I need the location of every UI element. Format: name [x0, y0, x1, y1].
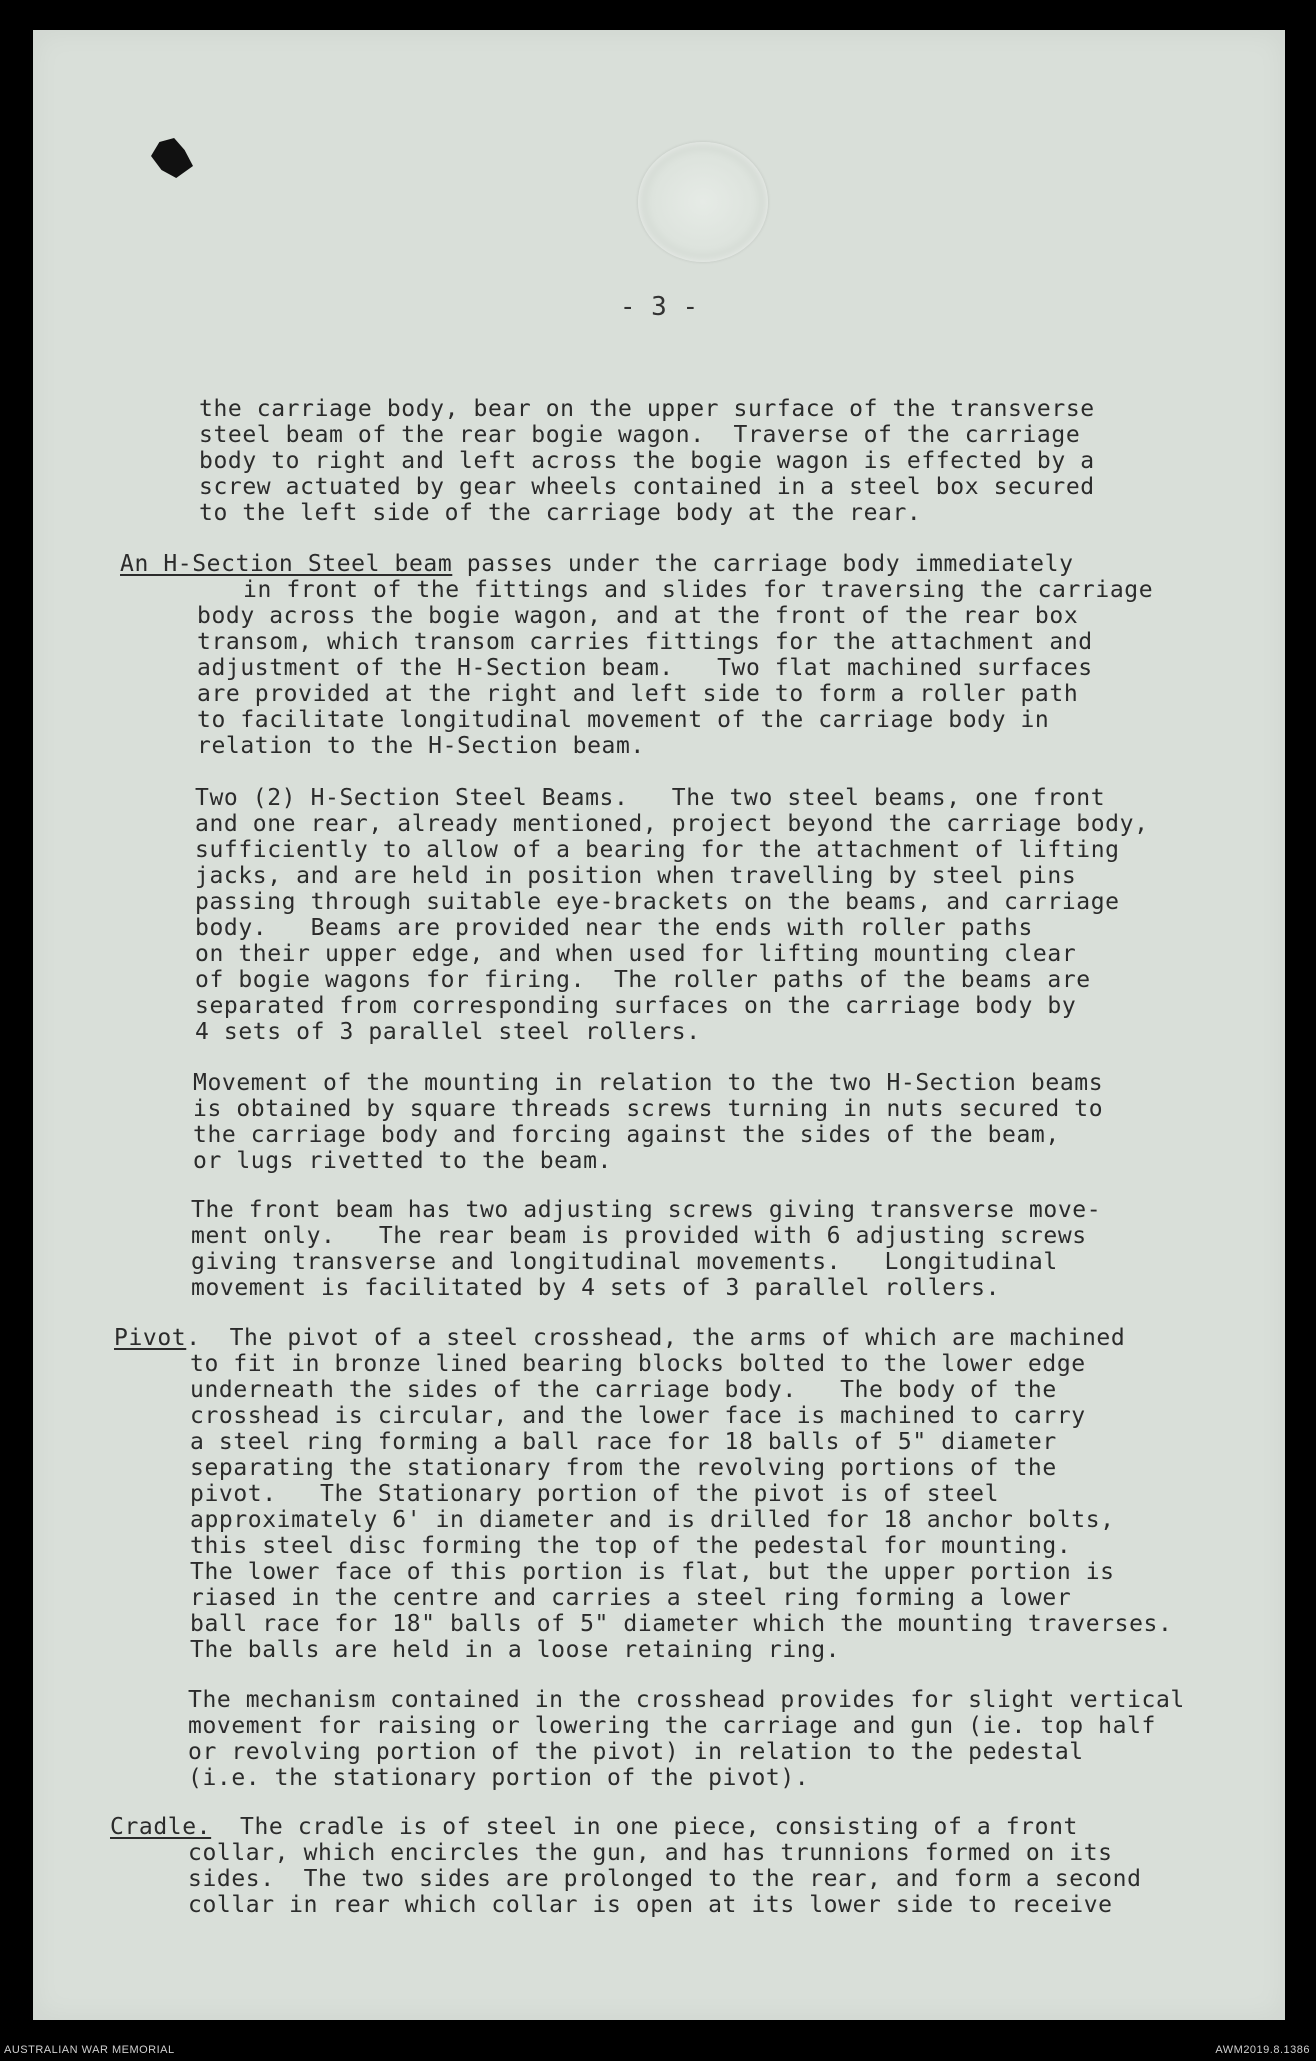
- text-line: to the left side of the carriage body at the rear.: [199, 500, 922, 526]
- text-line: The balls are held in a loose retaining ring.: [190, 1637, 841, 1663]
- text-line: a steel ring forming a ball race for 18 balls of 5" diameter: [190, 1429, 1057, 1455]
- text-line: on their upper edge, and when used for lifting mounting clear: [195, 941, 1077, 967]
- text-line: relation to the H-Section beam.: [197, 733, 645, 759]
- text-line: pivot. The Stationary portion of the pivot is of steel: [190, 1481, 1000, 1507]
- text-line: Movement of the mounting in relation to the two H-Section beams: [193, 1070, 1104, 1096]
- footer-accession-number: AWM2019.8.1386: [1215, 2044, 1310, 2056]
- text-line: screw actuated by gear wheels contained in a steel box secured: [199, 474, 1095, 500]
- text-line: ball race for 18" balls of 5" diameter which the mounting traverses.: [190, 1611, 1173, 1637]
- text-line: and one rear, already mentioned, project beyond the carriage body,: [195, 811, 1149, 837]
- text-line: The front beam has two adjusting screws giving transverse move-: [191, 1197, 1102, 1223]
- section-heading: An H-Section Steel beam: [120, 551, 453, 577]
- text-line: ment only. The rear beam is provided with 6 adjusting screws: [191, 1223, 1087, 1249]
- text-line: (i.e. the stationary portion of the pivot).: [188, 1765, 810, 1791]
- text-line: body to right and left across the bogie wagon is effected by a: [199, 448, 1095, 474]
- text-line: adjustment of the H-Section beam. Two flat machined surfaces: [197, 655, 1093, 681]
- text-line: this steel disc forming the top of the pedestal for mounting.: [190, 1533, 1072, 1559]
- text-line: body across the bogie wagon, and at the front of the rear box: [197, 603, 1079, 629]
- text-line: is obtained by square threads screws turning in nuts secured to: [193, 1096, 1104, 1122]
- text-line: steel beam of the rear bogie wagon. Traverse of the carriage: [199, 422, 1081, 448]
- text-line: or revolving portion of the pivot) in relation to the pedestal: [188, 1739, 1084, 1765]
- section-heading: Pivot: [114, 1325, 187, 1351]
- text-line: movement is facilitated by 4 sets of 3 parallel rollers.: [191, 1275, 1001, 1301]
- text-line: Two (2) H-Section Steel Beams. The two steel beams, one front: [195, 785, 1106, 811]
- page-number: - 3 -: [619, 292, 699, 322]
- text-line: body. Beams are provided near the ends with roller paths: [195, 915, 1033, 941]
- text-line: sides. The two sides are prolonged to the rear, and form a second: [188, 1866, 1142, 1892]
- text-line: riased in the centre and carries a steel ring forming a lower: [190, 1585, 1072, 1611]
- text-line: jacks, and are held in position when travelling by steel pins: [195, 863, 1077, 889]
- text-line: separating the stationary from the revolving portions of the: [190, 1455, 1057, 1481]
- punch-hole-icon: [151, 138, 193, 178]
- text-line: approximately 6' in diameter and is drilled for 18 anchor bolts,: [190, 1507, 1115, 1533]
- text-line: Pivot. The pivot of a steel crosshead, the arms of which are machined: [114, 1325, 1126, 1351]
- text-line: separated from corresponding surfaces on the carriage body by: [195, 993, 1077, 1019]
- text-line: in front of the fittings and slides for traversing the carriage: [243, 577, 1154, 603]
- text-line: of bogie wagons for firing. The roller paths of the beams are: [195, 967, 1091, 993]
- text-line: or lugs rivetted to the beam.: [193, 1148, 612, 1174]
- text-line: Cradle. The cradle is of steel in one piece, consisting of a front: [110, 1814, 1078, 1840]
- text-line: An H-Section Steel beam passes under the carriage body immediately: [120, 551, 1074, 577]
- text-line: crosshead is circular, and the lower face is machined to carry: [190, 1403, 1086, 1429]
- text-line: movement for raising or lowering the carriage and gun (ie. top half: [188, 1713, 1156, 1739]
- text-line: 4 sets of 3 parallel steel rollers.: [195, 1019, 701, 1045]
- text-line: collar, which encircles the gun, and has trunnions formed on its: [188, 1840, 1113, 1866]
- text-line: sufficiently to allow of a bearing for the attachment of lifting: [195, 837, 1120, 863]
- text-line: transom, which transom carries fittings for the attachment and: [197, 629, 1093, 655]
- embossed-seal-icon: [638, 142, 768, 262]
- text-line: The mechanism contained in the crosshead provides for slight vertical: [188, 1687, 1185, 1713]
- text-line: to fit in bronze lined bearing blocks bolted to the lower edge: [190, 1351, 1086, 1377]
- text-line: the carriage body, bear on the upper surface of the transverse: [199, 396, 1095, 422]
- text-line: the carriage body and forcing against the sides of the beam,: [193, 1122, 1060, 1148]
- text-line: giving transverse and longitudinal movements. Longitudinal: [191, 1249, 1058, 1275]
- text-line: to facilitate longitudinal movement of the carriage body in: [197, 707, 1050, 733]
- text-line: are provided at the right and left side to form a roller path: [197, 681, 1079, 707]
- footer-credit: AUSTRALIAN WAR MEMORIAL: [4, 2044, 175, 2056]
- text-line: collar in rear which collar is open at its lower side to receive: [188, 1892, 1113, 1918]
- text-line: underneath the sides of the carriage body. The body of the: [190, 1377, 1057, 1403]
- text-line: The lower face of this portion is flat, but the upper portion is: [190, 1559, 1115, 1585]
- section-heading: Cradle.: [110, 1814, 212, 1840]
- text-line: passing through suitable eye-brackets on the beams, and carriage: [195, 889, 1120, 915]
